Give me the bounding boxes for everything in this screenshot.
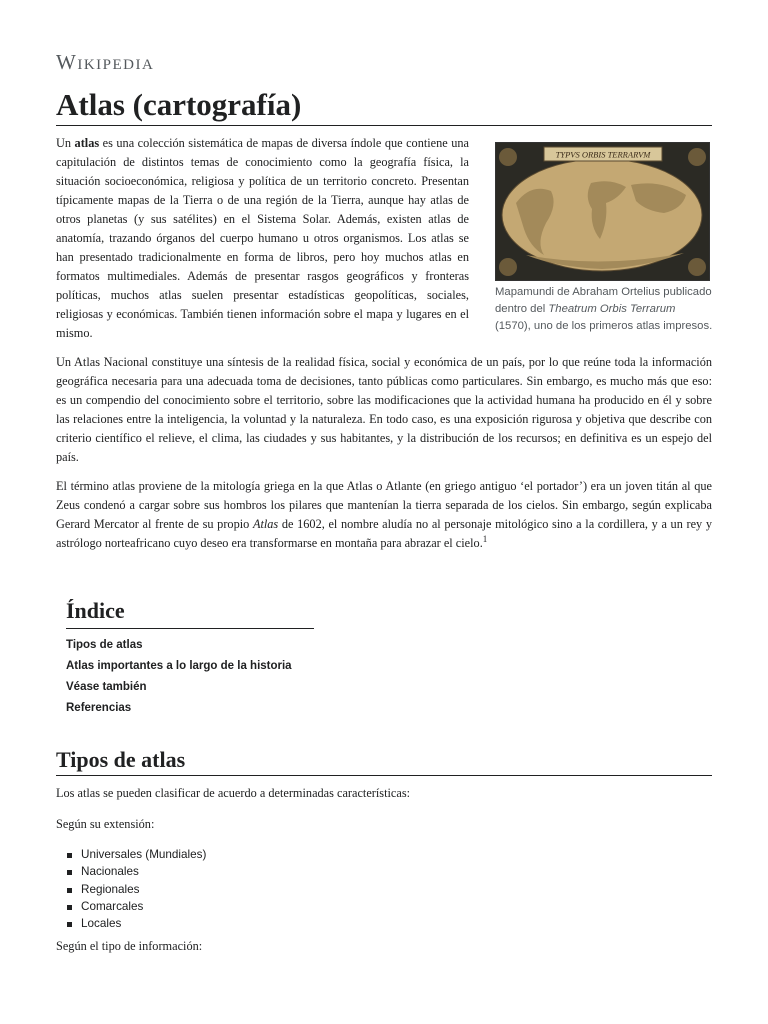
etymology-text: El término atlas proviene de la mitología griega en la que Atlas o Atlante (en griego antiguo ‘el portador’) era un joven titán al que Zeus condenó a cargar sobre sus hombros los pilares que mantenían la tierra separada de los cielos. Sin embargo, según explicaba Gerard Mercator al frente de su propio [56, 479, 712, 531]
map-banner-text: TYPVS ORBIS TERRARVM [555, 149, 651, 160]
article-body [56, 134, 712, 563]
toc-item-vease-tambien[interactable]: Véase también [66, 681, 147, 693]
ortelius-map-illustration [496, 143, 709, 280]
intro-pre: Un [56, 136, 75, 150]
national-atlas-paragraph: Un Atlas Nacional constituye una síntesis de la realidad física, social y económica de un país, por lo que reúne toda la información geográfica necesaria para una adecuada toma de decisiones, tanto públicas como particulares. Sin embargo, es mucho más que eso: es un compendio del conocimiento sobre el territorio, sobre las modificaciones que la actividad humana ha producido en él y sobre las relaciones entre la inteligencia, la voluntad y la naturaleza. En todo caso, es una exposición rigurosa y objetiva que describe con criterio científico el relieve, el clima, las ciudades y sus habitantes, y la distribución de los recursos; en definitiva es un espejo del país. [56, 355, 712, 464]
toc-item-referencias[interactable]: Referencias [66, 702, 132, 714]
map-figure [495, 142, 713, 335]
caption-text: Mapamundi de Abraham Ortelius publicado dentro del [495, 286, 712, 315]
wikipedia-logo[interactable]: Wikipedia [56, 50, 155, 74]
etymology-italic: Atlas [252, 517, 279, 531]
caption-text-end: (1570), uno de los primeros atlas impresos. [495, 320, 713, 332]
list-item: Universales (Mundiales) [56, 846, 206, 863]
toc-item-tipos[interactable]: Tipos de atlas [66, 639, 143, 651]
info-type-label: Según el tipo de información: [56, 939, 203, 953]
list-item: Regionales [56, 881, 206, 898]
map-caption [495, 284, 713, 335]
intro-text: es una colección sistemática de mapas de diversa índole que contiene una capitulación de distintos temas de conocimiento como la geografía física, la situación socioeconómica, religiosa y política de un territorio concreto. Presentan típicamente mapas de la Tierra o de una región de la Tierra, aunque hay atlas de otros planetas (y sus satélites) en el Sistema Solar. Además, existen atlas de anatomía, trazando órganos del cuerpo humano u otros organismos. Los atlas se han presentado tradicionalmente en forma de libros, pero hoy muchos atlas en formatos multimediales. Además de presentar rasgos geográficos y fronteras políticas, muchos atlas suelen presentar estadísticas geopolíticas, sociales, religiosas y económicas. También tienen información sobre el mapa y lugares en el mismo. [56, 136, 470, 340]
reference-link[interactable]: 1 [482, 533, 488, 544]
list-item: Locales [56, 915, 206, 932]
caption-italic-title[interactable]: Theatrum Orbis Terrarum [548, 303, 676, 315]
etymology-paragraph [56, 477, 712, 553]
extent-list [56, 846, 206, 932]
list-item: Nacionales [56, 863, 206, 880]
list-item: Comarcales [56, 898, 206, 915]
section-heading-tipos: Tipos de atlas [56, 745, 712, 776]
extent-label: Según su extensión: [56, 817, 155, 831]
table-of-contents [66, 596, 314, 719]
toc-list [66, 635, 314, 719]
page-title: Atlas (cartografía) [56, 86, 712, 126]
toc-title: Índice [66, 596, 314, 629]
etymology-text-end: de 1602, el nombre aludía no al personaje mitológico sino a la cordillera, y a un rey y astrólogo norteafricano cuyo deseo era transformarse en montaña para abrazar el cielo. [56, 517, 712, 550]
world-map-image[interactable] [495, 142, 710, 281]
section-intro: Los atlas se pueden clasificar de acuerdo a determinadas características: [56, 786, 411, 800]
intro-bold-term: atlas [74, 136, 100, 150]
toc-item-atlas-importantes[interactable]: Atlas importantes a lo largo de la historia [66, 660, 292, 672]
